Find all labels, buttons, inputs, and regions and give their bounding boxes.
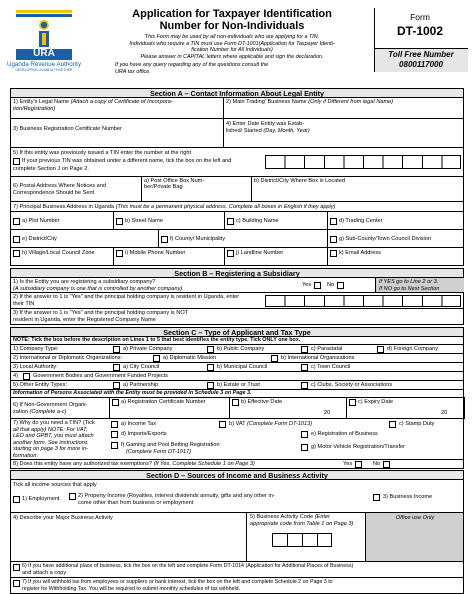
estate-trust-checkbox[interactable]	[207, 382, 214, 389]
intro-line5: If you have any query regarding any of the questions consult the	[115, 62, 269, 68]
tax-exemptions-no-checkbox[interactable]	[383, 461, 390, 468]
tax-exemptions-yes-checkbox[interactable]	[355, 461, 362, 468]
previous-tin-label2: If your previous TIN was obtained under a different name, tick the box on the left and	[22, 158, 232, 164]
ura-logo	[6, 8, 82, 70]
section-b-header: Section B – Registering a Subsidiary	[10, 268, 464, 278]
previous-tin-digits[interactable]	[265, 155, 461, 169]
village-field[interactable]	[10, 247, 114, 266]
property-income-label1: 2) Property Income (Royalties, interest dividends annuity, gifts and any other in-	[78, 493, 275, 499]
government-bodies-checkbox[interactable]	[23, 373, 30, 380]
parastatal-label: c) Parastatal	[311, 346, 343, 352]
ngo-registration-checkbox[interactable]	[112, 399, 119, 406]
section-d-header: Section D – Sources of Income and Business Activity	[10, 470, 464, 480]
city-council-checkbox[interactable]	[113, 364, 120, 371]
plot-number-checkbox[interactable]	[13, 218, 20, 225]
ngo-effective-date-label: b) Effective Date	[241, 399, 283, 405]
intro-line1: This Form may be used by all non-individuals who are applying for a TIN.	[144, 34, 320, 40]
ngo-expiry-date-checkbox[interactable]	[349, 399, 356, 406]
postal-address-label2: Correspondence Should be Sent	[13, 190, 95, 196]
international-org-label: b) International Organizations	[281, 355, 355, 361]
business-activity-code-field[interactable]	[248, 513, 364, 561]
estate-trust-label: b) Estate or Trust	[217, 382, 260, 388]
town-council-checkbox[interactable]	[301, 364, 308, 371]
private-company-checkbox[interactable]	[113, 346, 120, 353]
date-established-label1: 4) Enter Date Entity was Estab-	[226, 121, 305, 127]
main-trading-name-label: 2) Main Trading' Business Name (Only if Different from legal Name)	[226, 99, 394, 105]
holding-company-tin-label2: their TIN	[13, 301, 35, 307]
tax-exemptions-no-label: No	[373, 461, 381, 467]
ngo-expiry-date-label: c) Expiry Date	[358, 399, 394, 405]
email-checkbox[interactable]	[330, 250, 337, 257]
income-sources-intro: Tick all income sources that apply	[13, 482, 97, 488]
motor-vehicle-label: g) Motor Vehicle Registration/Transfer	[311, 444, 405, 450]
business-activity-code-label1: 5) Business Activity Code (Enter	[250, 514, 330, 520]
postal-address-label1: 6) Postal Address Where Notices and	[13, 183, 106, 189]
partnership-label: a) Partnership	[123, 382, 159, 388]
intro-line6: URA tax office.	[115, 68, 151, 75]
tax-types-label4: another form. See instructions	[13, 439, 88, 446]
gaming-note: (Complete Form DT-1017)	[126, 449, 192, 455]
vat-checkbox[interactable]	[219, 421, 226, 428]
holding-company-tin-label1: 2) If the answer to 1 is "Yes" and the principal holding company is resident in Uganda, enter	[13, 294, 240, 300]
tax-types-label2: all that apply) NOTE: For VAT,	[13, 426, 88, 433]
municipal-council-checkbox[interactable]	[207, 364, 214, 371]
county-municipality-field[interactable]	[158, 229, 328, 248]
city-council-label: a) City Council	[123, 364, 160, 370]
tollfree-number: 0800117000	[399, 60, 443, 69]
authority-tagline: DEVELOPING UGANDA TOGETHER	[15, 68, 73, 72]
sub-county-checkbox[interactable]	[330, 236, 337, 243]
district-city-label: e) District/City	[22, 236, 57, 242]
parastatal-checkbox[interactable]	[301, 346, 308, 353]
form-code: DT-1002	[396, 24, 444, 38]
property-income-label2: come other than from business or employment	[78, 500, 194, 506]
tax-exemptions-label: 8) Does this entity have any authorized tax exemptions? (If Yes, Complete Schedule 1 on Page 3)	[13, 461, 255, 467]
header-divider	[374, 8, 375, 72]
registration-certificate-field[interactable]	[10, 118, 224, 148]
email-field[interactable]	[327, 247, 464, 266]
trading-center-checkbox[interactable]	[330, 218, 337, 225]
ngo-effective-date-field[interactable]	[229, 397, 347, 419]
subsidiary-yes-checkbox[interactable]	[314, 282, 321, 289]
ngo-label2: zation (Complete a-c)	[13, 409, 67, 415]
withholding-tax-label2: register for Withholding Tax. You will be required to submit monthly schedules of tax withheld.	[22, 586, 241, 592]
stamp-duty-label: c) Stamp Duty	[399, 421, 435, 427]
employment-label: 1) Employment	[22, 496, 60, 502]
trading-center-field[interactable]	[327, 211, 464, 230]
clubs-checkbox[interactable]	[301, 382, 308, 389]
county-municipality-label: f) County/ Municipality	[170, 236, 226, 242]
subsidiary-instructions	[375, 278, 464, 293]
withholding-tax-row	[10, 577, 464, 594]
section-c-header: Section C – Type of Applicant and Tax Type	[10, 327, 464, 337]
foreign-company-label: d) Foreign Company	[387, 346, 438, 352]
additional-place-checkbox[interactable]	[13, 564, 20, 571]
business-activity-code-label2: appropriate code from Table 1 on Page 3)	[250, 521, 354, 527]
entity-legal-name-label: 1) Entity's Legal Name (Attach a copy of Certificate of Incorpora-	[13, 99, 173, 105]
authority-name: Uganda Revenue Authority	[7, 61, 81, 68]
business-income-label: 3) Business Income	[383, 494, 433, 500]
building-name-label: c) Building Name	[236, 218, 279, 224]
tax-types-row	[10, 418, 464, 460]
tax-types-label6: formation.	[13, 452, 38, 459]
entity-legal-name-note2: tion/Registration)	[13, 106, 56, 112]
partnership-checkbox[interactable]	[113, 382, 120, 389]
email-label: k) Email Address	[339, 250, 381, 256]
public-company-checkbox[interactable]	[207, 346, 214, 353]
landline-field[interactable]	[224, 247, 328, 266]
po-box-district-label: b) District/City Where Box is Located	[254, 178, 346, 184]
section-a-header: Section A – Contact Information About Legal Entity	[10, 88, 464, 98]
county-municipality-checkbox[interactable]	[161, 236, 168, 243]
mobile-phone-label: i) Mobile Phone Number	[125, 250, 186, 256]
plot-number-field[interactable]	[10, 211, 114, 230]
business-activity-description-field[interactable]	[11, 513, 247, 561]
clubs-label: c) Clubs, Society or Associations	[311, 382, 393, 388]
ngo-registration-label: a) Registration Certificate Number	[121, 399, 206, 405]
municipal-council-label: b) Municipal Council	[217, 364, 268, 370]
additional-place-row	[10, 561, 464, 578]
registration-certificate-label: 3) Business Registration Certificate Number	[13, 126, 122, 132]
foreign-company-checkbox[interactable]	[377, 346, 384, 353]
po-box-label1: a) Post Office Box Num-	[144, 178, 205, 184]
income-tax-checkbox[interactable]	[111, 421, 118, 428]
tax-types-label1: 7) Why do you need a TIN? (Tick	[13, 420, 95, 426]
diplomatic-label: 2) International or Diplomatic Organizations:	[13, 355, 123, 361]
building-name-field[interactable]	[224, 211, 328, 230]
additional-place-label1: 6) If you have additional place of business, tick the box on the left and complete Form DT-1014 (Application for Additional Places of Business)	[22, 563, 354, 569]
village-checkbox[interactable]	[13, 250, 20, 257]
intro-line3: fication Number for All Individuals)	[191, 47, 273, 53]
foreign-holding-label2: resident in Uganda, enter the Registered Company Name	[13, 317, 156, 323]
withholding-tax-label1: 7) If you will withhold tax from employees or suppliers or bank interest, tick the box on the left and complete Schedule 2 on Page 3 to	[22, 579, 333, 585]
street-name-field[interactable]	[113, 211, 225, 230]
subsidiary-no-checkbox[interactable]	[337, 282, 344, 289]
private-company-label: a) Private Company	[123, 346, 173, 352]
previous-tin-label1: 5) If this entity was previously issued a TIN enter the number at the right	[13, 150, 192, 156]
tax-types-label5: starting on page 3 for more in-	[13, 446, 88, 452]
district-city-checkbox[interactable]	[13, 236, 20, 243]
po-box-number-field[interactable]	[141, 176, 252, 202]
previous-tin-label3: complete Section J on Page 2.	[13, 166, 89, 172]
district-city-field[interactable]	[10, 229, 159, 248]
holding-company-tin-row	[10, 292, 464, 309]
tax-exemptions-yes-label: Yes	[343, 461, 353, 467]
gaming-label: f) Gaming and Pool Betting Registration	[121, 442, 220, 448]
business-activity-code-digits[interactable]	[272, 533, 332, 547]
sub-county-field[interactable]	[327, 229, 464, 248]
vat-label: b) VAT (Complete Form DT-1013)	[229, 421, 313, 427]
tollfree-label: Toll Free Number	[388, 50, 454, 59]
gaming-checkbox[interactable]	[111, 442, 118, 449]
ngo-registration-field[interactable]	[109, 397, 230, 419]
stamp-duty-checkbox[interactable]	[389, 421, 396, 428]
principal-address-label: 7) Principal Business Address in Uganda (This must be a permanent physical address. Complete all boxes in English if they apply)	[13, 204, 336, 210]
ura-logo-text: URA	[33, 48, 55, 59]
other-entity-label: 5) Other Entity Types:	[13, 382, 67, 388]
income-tax-label: a) Income Tax	[121, 421, 157, 427]
subsidiary-no-label: No	[327, 282, 335, 288]
plot-number-label: a) Plot Number	[22, 218, 60, 224]
village-label: h) Village/Local Council Zone	[22, 250, 95, 256]
po-box-label2: ber/Private Bag	[144, 184, 183, 190]
tax-types-label3: LED and GPBT, you must attach	[13, 433, 94, 439]
diplomatic-mission-checkbox[interactable]	[153, 355, 160, 362]
main-trading-name-field[interactable]	[223, 97, 464, 119]
foreign-holding-company-row[interactable]	[10, 308, 464, 325]
subsidiary-question-note: (A subsidiary company is one that is controlled by another company)	[13, 286, 183, 292]
landline-checkbox[interactable]	[227, 250, 234, 257]
ngo-effective-year-prefix: 20	[324, 410, 331, 416]
property-income-checkbox[interactable]	[69, 493, 76, 500]
company-type-label: 1) Company Type:	[13, 346, 59, 352]
mobile-phone-checkbox[interactable]	[116, 250, 123, 257]
trading-center-label: d) Trading Center	[339, 218, 383, 224]
sub-county-label: g) Sub-County/Town Council Division	[339, 236, 432, 242]
public-company-label: b) Public Company	[217, 346, 265, 352]
imports-exports-checkbox[interactable]	[111, 431, 118, 438]
holding-company-tin-digits[interactable]	[265, 295, 461, 307]
business-registration-checkbox[interactable]	[301, 431, 308, 438]
form-title-line1: Application for Taxpayer Identification	[132, 8, 332, 20]
ngo-expiry-year-prefix: 20	[441, 410, 448, 416]
subsidiary-question-label: 1) Is the Entity you are registering a subsidiary company?	[13, 279, 156, 285]
business-activity-description-label: 4) Describe your Major Business Activity	[13, 515, 113, 521]
entity-legal-name-field[interactable]	[10, 97, 224, 119]
withholding-tax-checkbox[interactable]	[13, 580, 20, 587]
po-box-district-field[interactable]	[251, 176, 464, 202]
previous-tin-different-name-checkbox[interactable]	[13, 158, 20, 165]
intro-line2: Individuals who require a TIN must use Form DT-1001(Application for Taxpayer Identi-	[129, 40, 335, 47]
subsidiary-question-row	[10, 277, 464, 293]
subsidiary-yes-label: Yes	[302, 282, 312, 288]
intro-line4: Please answer in CAPITAL letters where applicable and sign the declaration.	[140, 54, 324, 60]
ngo-expiry-date-field[interactable]	[346, 397, 465, 419]
motor-vehicle-checkbox[interactable]	[301, 444, 308, 451]
imports-exports-label: d) Imports/Exports	[121, 431, 167, 437]
postal-address-row	[10, 176, 464, 202]
government-bodies-number: 4)	[13, 373, 18, 379]
international-org-checkbox[interactable]	[271, 355, 278, 362]
street-name-checkbox[interactable]	[116, 218, 123, 225]
section-c-note: NOTE: Tick the box before the description on Lines 1 to 5 that best identifies the entity type. Tick ONLY one box.	[10, 336, 464, 345]
tax-exemptions-row	[10, 459, 464, 469]
diplomatic-mission-label: a) Diplomatic Mission	[163, 355, 217, 361]
additional-place-label2: and attach a copy	[22, 570, 67, 576]
foreign-holding-label1: 3) If the answer to 1 is "Yes" and the principal holding company is NOT	[13, 310, 189, 316]
business-income-checkbox[interactable]	[373, 494, 380, 501]
government-bodies-label: Government Bodies and Government Funded Projects	[33, 373, 168, 379]
town-council-label: c) Town Council	[311, 364, 351, 370]
business-activity-row	[10, 512, 464, 562]
subsidiary-note-yes: If YES go to Line 2 or 3.	[379, 279, 439, 285]
mobile-phone-field[interactable]	[113, 247, 225, 266]
street-name-label: b) Street Name	[125, 218, 163, 224]
ngo-row	[10, 397, 464, 419]
form-title-line2: Number for Non-Individuals	[159, 20, 305, 32]
previous-tin-row	[10, 147, 464, 177]
building-name-checkbox[interactable]	[227, 218, 234, 225]
business-registration-label: e) Registration of Business	[311, 431, 378, 437]
office-use-box	[365, 513, 463, 561]
date-established-label2: lished/ Started (Day, Month, Year)	[226, 128, 310, 134]
ngo-label1: 6) If Non-Government Organi-	[13, 402, 88, 408]
ngo-effective-date-checkbox[interactable]	[232, 399, 239, 406]
subsidiary-note-no: If NO go to Next Section	[379, 286, 440, 292]
landline-label: j) Landline Number	[236, 250, 284, 256]
income-sources-row	[10, 479, 464, 513]
office-use-label: Office use Only	[395, 515, 435, 521]
employment-checkbox[interactable]	[13, 496, 20, 503]
local-authority-label: 3) Local Authority:	[13, 364, 58, 370]
date-established-field[interactable]	[223, 118, 464, 148]
persons-info-header: Information of Persons Associated with the Entity must be provided in Schedule 3 on Page 3.	[10, 389, 464, 398]
form-label: Form	[410, 12, 430, 22]
